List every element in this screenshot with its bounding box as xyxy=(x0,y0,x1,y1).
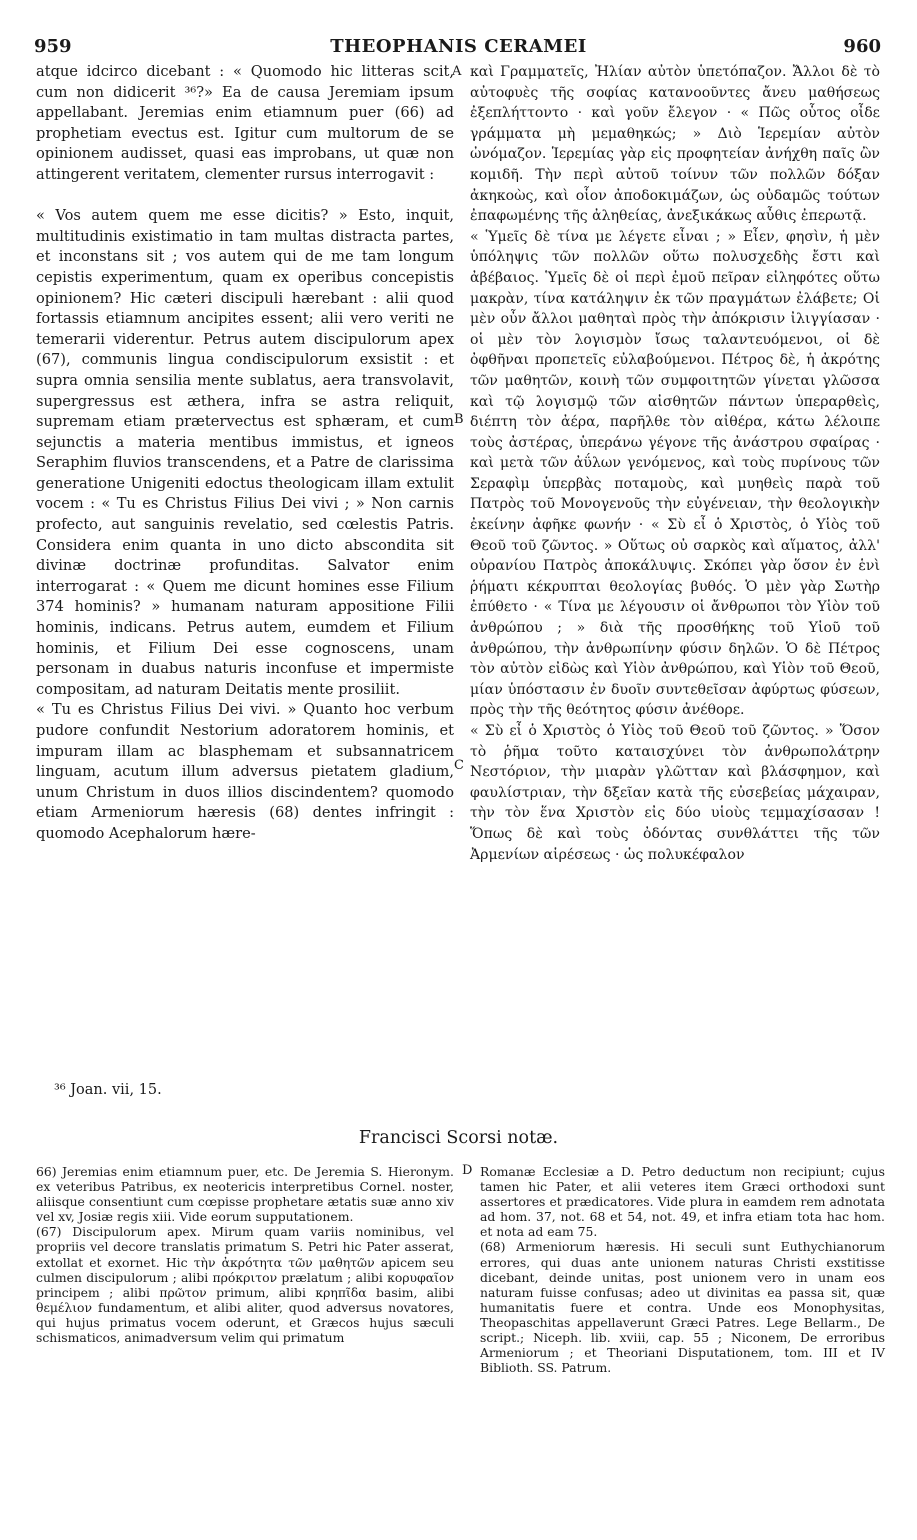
greek-column: καὶ Γραμματεῖς, Ἠλίαν αὐτὸν ὑπετόπαζον. Ἄλλοι δὲ τὸ αὐτοφυὲς τῆς σοφίας κατανοοῦντες ἄνευ μαθήσεως ἐξεπλήττοντο · καὶ γοῦν ἔλεγον · « Πῶς οὗτος οἶδε γράμματα μὴ μεμαθηκώς; » Διὸ Ἱερεμίαν αὐτὸν ὠνόμαζον. Ἱερεμίας γὰρ εἰς προφητείαν ἀνήχθη παῖς ὢν κομιδῆ. Τὴν περὶ αὐτοῦ τοίνυν τῶν πολλῶν δόξαν ἀκηκοὼς, καὶ οἷον ἀποδοκιμάζων, ὡς οὐδαμῶς τούτων ἐπαφωμένης τῆς ἀληθείας, ἀνεξικάκως αὖθις ἐπερωτᾷ. « Ὑμεῖς δὲ τίνα με λέγετε εἶναι ; » Εἶεν, φησὶν, ἡ μὲν ὑπόληψις τῶν πολλῶν οὕτω πολυσχεδὴς ἔστι καὶ ἀβέβαιος. Ὑμεῖς δὲ οἱ περὶ ἐμοῦ πεῖραν εἰληφότες οὕτω μακρὰν, τίνα κατάληψιν ἐκ τῶν πραγμάτων ἐλάβετε; Οἱ μὲν οὖν ἄλλοι μαθηταὶ πρὸς τὴν ἀπόκρισιν ἰλιγγίασαν · οἱ μὲν τὸν λογισμὸν ἴσως ταλαντευόμενοι, οἱ δὲ ὀφθῆναι προπετεῖς εὐλαβούμενοι. Πέτρος δὲ, ἡ ἀκρότης τῶν μαθητῶν, κοινὴ τῶν συμφοιτητῶν γίνεται γλῶσσα καὶ τῷ λογισμῷ τῶν αἰσθητῶν πάντων ὑπεραρθεὶς, διέπτη τὸν ἀέρα, παρῆλθε τὸν αἰθέρα, κάτω λέλοιπε τοὺς ἀστέρας, ὑπεράνω γέγονε τῆς ἀνάστρου σφαίρας · καὶ μετὰ τῶν ἀΰλων γενόμενος, καὶ τοὺς πυρίνους τῶν Σεραφὶμ ὑπερβὰς ποταμοὺς, καὶ μυηθεὶς παρὰ τοῦ Πατρὸς τοῦ Μονογενοῦς τὴν εὐγένειαν, τὴν θεολογικὴν ἐκείνην ἀφῆκε φωνήν · « Σὺ εἶ ὁ Χριστὸς, ὁ Υἱὸς τοῦ Θεοῦ τοῦ ζῶντος. » Οὕτως οὐ σαρκὸς καὶ αἵματος, ἀλλ' οὐρανίου Πατρὸς ἀποκάλυψις. Σκόπει γὰρ ὅσον ἐν ἑνὶ ῥήματι κέκρυπται θεολογίας βυθός. Ὁ μὲν γὰρ Σωτὴρ ἐπύθετο · « Τίνα με λέγουσιν οἱ ἄνθρωποι τὸν Υἱὸν τοῦ ἀνθρώπου ; » διὰ τῆς προσθήκης τοῦ Υἱοῦ τοῦ ἀνθρώπου, τὴν ἀνθρωπίνην φύσιν δηλῶν. Ὁ δὲ Πέτρος τὸν αὐτὸν εἰδὼς καὶ Υἱὸν ἀνθρώπου, καὶ Υἱὸν τοῦ Θεοῦ, μίαν ὑπόστασιν ἐν δυοῖν συντεθεῖσαν ἀφύρτως φύσεων, πρὸς τὴν τῆς θεότητος φύσιν ἀνέθορε. « Σὺ εἶ ὁ Χριστὸς ὁ Υἱὸς τοῦ Θεοῦ τοῦ ζῶντος. » Ὅσον τὸ ῥῆμα τοῦτο καταισχύνει τὸν ἀνθρωπολάτρην Νεστόριον, τὴν μιαρὰν γλῶτταν καὶ βλάσφημον, καὶ φαυλίστριαν, τὴν δξεῖαν κατὰ τῆς εὐσεβείας μάχαιραν, τὴν τὸν ἕνα Χριστὸν εἰς δύο υἱοὺς τεμμαχίσασαν ! Ὅπως δὲ καὶ τοὺς ὀδόντας συνθλάττει τῆς τῶν Ἀρμενίων αἱρέσεως · ὡς πολυκέφαλον xyxy=(470,64,880,863)
margin-marker-b: B xyxy=(454,412,464,427)
footnote: ³⁶ Joan. vii, 15. xyxy=(54,1082,162,1098)
notes-right-column: Romanæ Ecclesiæ a D. Petro deductum non recipiunt; cujus tamen hic Pater, et alii veteres item Græci orthodoxi sunt assertores et prædicatores. Vide plura in eamdem rem adnotata ad hom. 37, not. 68 et 54, not. 49, et infra etiam tota hac hom. et nota ad eam 75. (68) Armeniorum hæresis. Hi seculi sunt Euthychianorum errores, qui duas ante unionem naturas Christi exstitisse dicebant, deinde unitas, post unionem vero in unam eos naturam fuisse confusas; adeo ut divinitas ea passa sit, quæ humanitatis fuere et contra. Unde eos Monophysitas, Theopaschitas appellaverunt Græci Patres. Lege Bellarm., De script.; Niceph. lib. xviii, cap. 55 ; Niconem, De erroribus Armeniorum ; et Theoriani Disputationem, tom. III et IV Biblioth. SS. Patrum. xyxy=(480,1164,885,1376)
running-title: THEOPHANIS CERAMEI xyxy=(330,36,587,57)
page-number-left: 959 xyxy=(34,36,72,57)
margin-marker-c: C xyxy=(454,758,464,773)
margin-marker-a: A xyxy=(452,64,462,79)
notes-left-column: 66) Jeremias enim etiamnum puer, etc. De Jeremia S. Hieronym. ex veteribus Patribus, ex neotericis interpretibus Cornel. noster, aliisque consentiunt cum cœpisse prophetare ætatis suæ anno xiv vel xv, Josiæ regis xiii. Vide eorum supputationem. (67) Discipulorum apex. Mirum quam variis nominibus, vel propriis vel decore translatis primatum S. Petri hic Pater asserat, extollat et exornet. Hic τὴν ἀκρότητα τῶν μαθητῶν apicem seu culmen discipulorum ; alibi πρόκριτον prælatum ; alibi κορυφαῖον principem ; alibi πρῶτον primum, alibi κρηπῖδα basim, alibi θεμέλιον fundamentum, et alibi aliter, quod adversus novatores, qui hujus primatus vocem oderunt, et Græcos hujus sæculi schismaticos, animadversum velim qui primatum xyxy=(36,1164,454,1346)
page-number-right: 960 xyxy=(843,36,881,57)
margin-marker-d: D xyxy=(462,1163,473,1178)
latin-column: atque idcirco dicebant : « Quomodo hic litteras scit, cum non didicerit ³⁶?» Ea de causa Jeremiam ipsum appellabant. Jeremias enim etiamnum puer (66) ad prophetiam evectus est. Igitur cum multorum de se opinionem audisset, quasi eas improbans, ut quæ non attingerent veritatem, clementer rursus interrogavit : « Vos autem quem me esse dicitis? » Esto, inquit, multitudinis existimatio in tam multas distracta partes, et inconstans sit ; vos autem qui de me tam longum cepistis experimentum, quam ex operibus concepistis opinionem? Hic cæteri discipuli hærebant : alii quod fortassis etiamnum ancipites essent; alii vero veriti ne temerarii viderentur. Petrus autem discipulorum apex (67), communis lingua condiscipulorum exsistit : et supra omnia sensilia mente sublatus, aera transvolavit, supergressus est æthera, infra se astra reliquit, supremam etiam prætervectus est sphæram, et cum sejunctis a materia mentibus immistus, et igneos Seraphim fluvios transcendens, et a Patre de clarissima generatione Unigeniti edoctus theologicam illam extulit vocem : « Tu es Christus Filius Dei vivi ; » Non carnis profecto, aut sanguinis revelatio, sed cœlestis Patris. Considera enim quanta in uno dicto abscondita sit divinæ doctrinæ profunditas. Salvator enim interrogarat : « Quem me dicunt homines esse Filium 374 hominis? » humanam naturam appositione Filii hominis, indicans. Petrus autem, eumdem et Filium hominis, et Filium Dei esse cognoscens, unam personam in duabus naturis inconfuse et impermiste compositam, ad naturam Deitatis mente prosiliit. « Tu es Christus Filius Dei vivi. » Quanto hoc verbum pudore confundit Nestorium adoratorem hominis, et impuram illam ac blasphemam et subsannatricem linguam, acutum illum adversus pietatem gladium, unum Christum in duos illios discindentem? quomodo etiam Armeniorum hæresis (68) dentes infringit : quomodo Acephalorum hære- xyxy=(36,63,454,842)
notes-heading: Francisci Scorsi notæ. xyxy=(358,1128,559,1148)
